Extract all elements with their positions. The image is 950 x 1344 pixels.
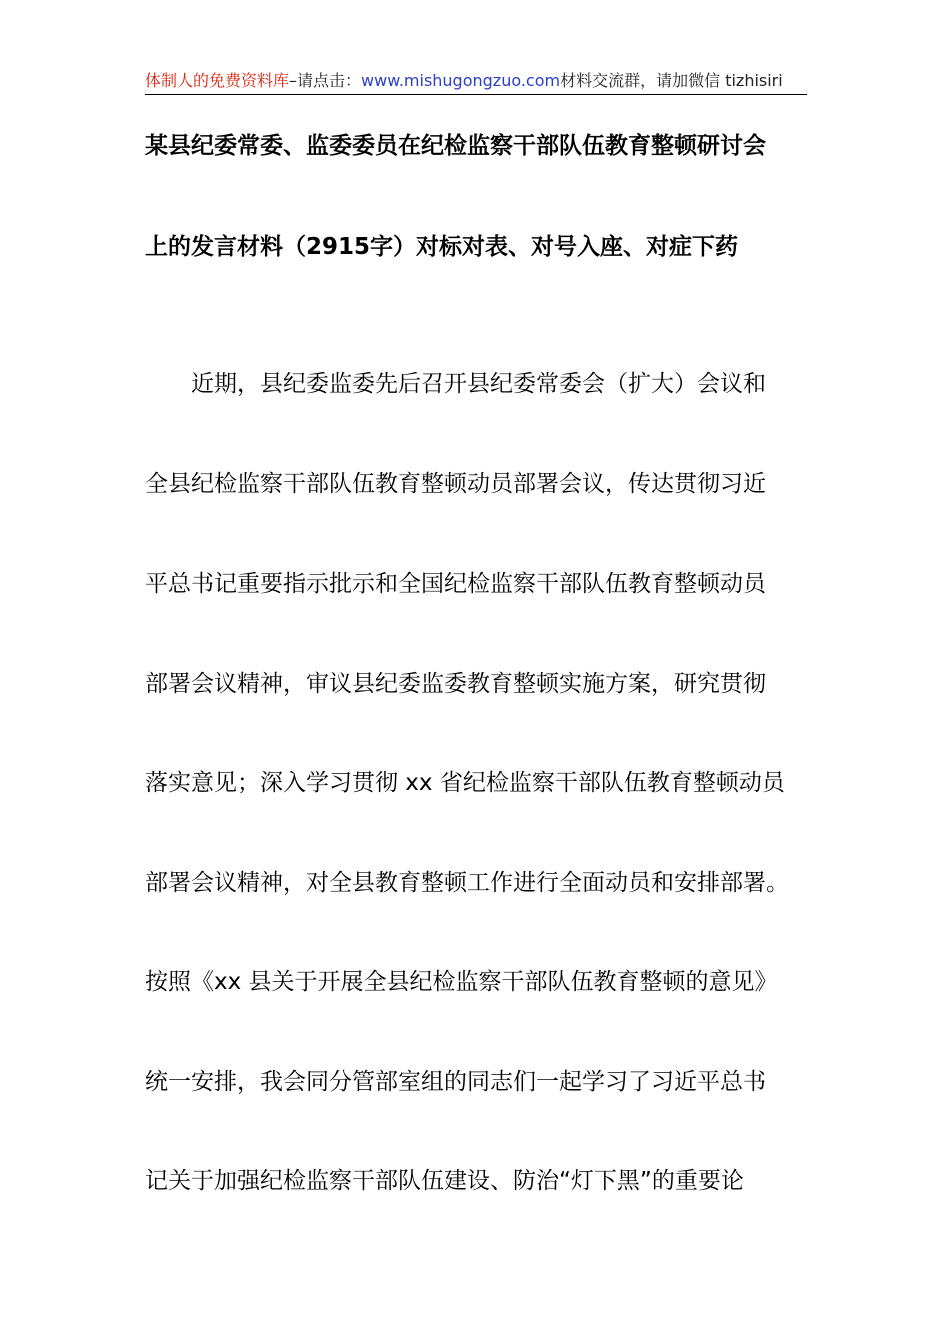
body-text-line: 统一安排，我会同分管部室组的同志们一起学习了习近平总书 [145, 1069, 766, 1095]
header-prompt: –请点击： [289, 71, 362, 90]
body-text-line: 平总书记重要指示批示和全国纪检监察干部队伍教育整顿动员 [145, 571, 766, 597]
header-suffix: 材料交流群，请加微信 tizhisiri [560, 71, 783, 90]
body-text-line: 记关于加强纪检监察干部队伍建设、防治“灯下黑”的重要论 [145, 1168, 744, 1194]
page-header [145, 70, 807, 95]
body-text-line: 全县纪检监察干部队伍教育整顿动员部署会议，传达贯彻习近 [145, 471, 766, 497]
body-text-line: 落实意见；深入学习贯彻 xx 省纪检监察干部队伍教育整顿动员 [145, 770, 785, 796]
header-url-link[interactable]: www.mishugongzuo.com [361, 71, 561, 90]
document-title-line-2: 上的发言材料（2915字）对标对表、对号入座、对症下药 [145, 234, 739, 260]
body-text-line: 部署会议精神，对全县教育整顿工作进行全面动员和安排部署。 [145, 870, 789, 896]
header-brand: 体制人的免费资料库 [145, 71, 290, 90]
body-text-line: 按照《xx 县关于开展全县纪检监察干部队伍教育整顿的意见》 [145, 969, 778, 995]
body-text-line: 近期，县纪委监委先后召开县纪委常委会（扩大）会议和 [191, 371, 766, 397]
document-title-line-1: 某县纪委常委、监委委员在纪检监察干部队伍教育整顿研讨会 [145, 133, 766, 159]
body-text-line: 部署会议精神，审议县纪委监委教育整顿实施方案，研究贯彻 [145, 671, 766, 697]
